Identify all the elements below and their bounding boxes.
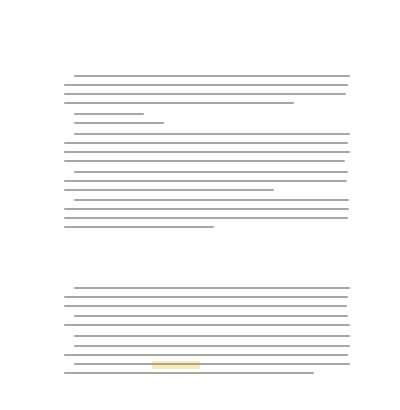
section-1-paragraph-2 — [64, 110, 350, 128]
section-2-paragraph-3 — [64, 332, 350, 341]
section-1-paragraph-4 — [64, 168, 350, 195]
section-1-paragraph-3 — [64, 130, 350, 166]
chapter-title — [0, 34, 400, 48]
section-2-paragraph-5 — [64, 360, 350, 378]
section-1-paragraph-5 — [64, 196, 350, 232]
section-2-paragraph-2 — [64, 312, 350, 330]
section-2-paragraph-4 — [64, 342, 350, 360]
section-1-paragraph-1 — [64, 72, 350, 108]
section-2-paragraph-1 — [64, 284, 350, 311]
